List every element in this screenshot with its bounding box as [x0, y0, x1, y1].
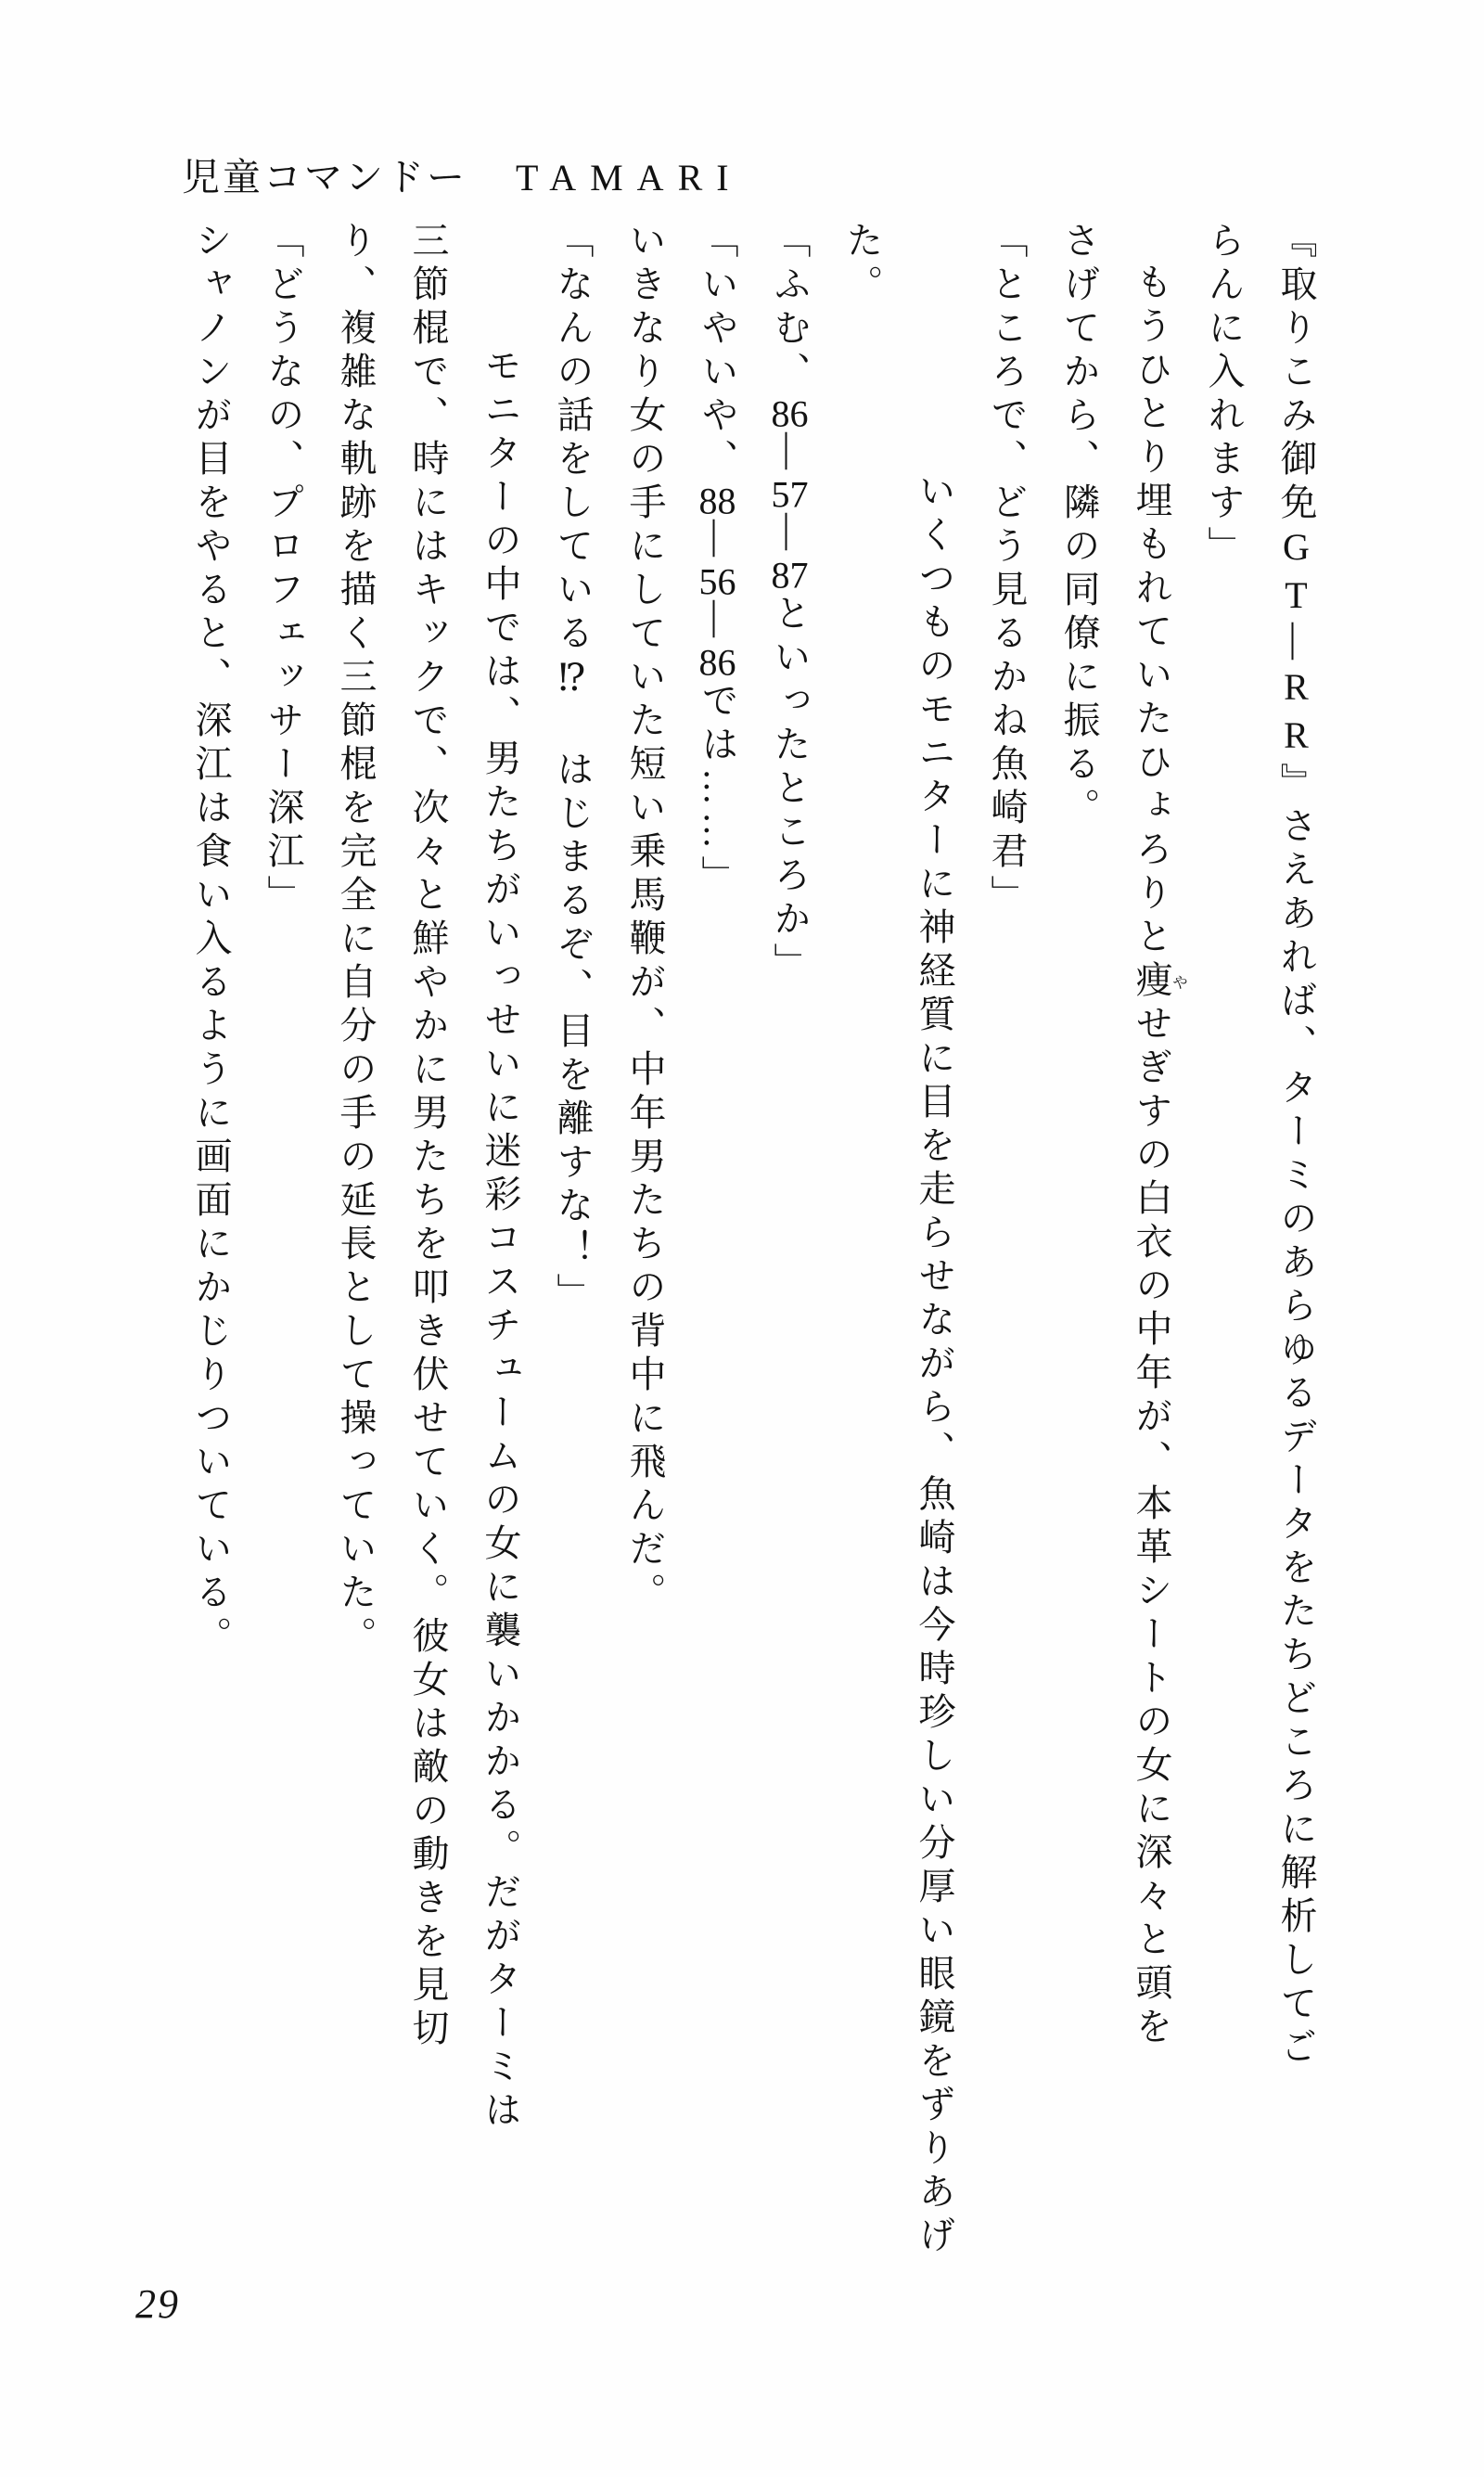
- text-column: 「どうなの、プロフェッサー深江」: [262, 221, 304, 918]
- text-column: た。: [841, 221, 883, 308]
- page-number: 29: [135, 2281, 180, 2327]
- text-column: さげてから、隣の同僚に振る。: [1058, 221, 1100, 831]
- text-column: 『取りこみ御免GT—RR』さえあれば、ターミのあらゆるデータをたちどころに解析してご: [1275, 221, 1317, 2071]
- text-column: シャノンが目をやると、深江は食い入るように画面にかじりついている。: [190, 221, 232, 1660]
- text-column: らんに入れます」: [1203, 221, 1245, 570]
- text-column: り、複雑な軌跡を描く三節棍を完全に自分の手の延長として操っていた。: [335, 221, 377, 1660]
- running-header: [182, 147, 743, 201]
- text-column: 「ところで、どう見るかね魚崎君」: [986, 221, 1028, 918]
- text-column: 「ふむ、86—57—87といったところか」: [769, 221, 811, 986]
- text-column: いくつものモニターに神経質に目を走らせながら、魚崎は今時珍しい分厚い眼鏡をずりあげ: [914, 471, 955, 2259]
- series-title: 児童コマンドー: [182, 156, 467, 199]
- text-block: [174, 221, 1332, 2355]
- text-column: もうひとり埋もれていたひょろりと痩やせぎすの白衣の中年が、本革シートの女に深々と頭を: [1131, 263, 1187, 2050]
- book-title: TAMARI: [516, 157, 743, 199]
- text-column: 「いやいや、88—56—86では……」: [697, 221, 738, 899]
- text-column: 三節棍で、時にはキックで、次々と鮮やかに男たちを叩き伏せていく。彼女は敵の動きを見切: [407, 221, 449, 2052]
- text-column: モニターの中では、男たちがいっせいに迷彩コスチュームの女に襲いかかる。だがターミは: [480, 346, 521, 2134]
- text-column: 「なんの話をしている⁉ はじまるぞ、目を離すな！」: [552, 221, 594, 1316]
- text-column: いきなり女の手にしていた短い乗馬鞭が、中年男たちの背中に飛んだ。: [624, 221, 666, 1616]
